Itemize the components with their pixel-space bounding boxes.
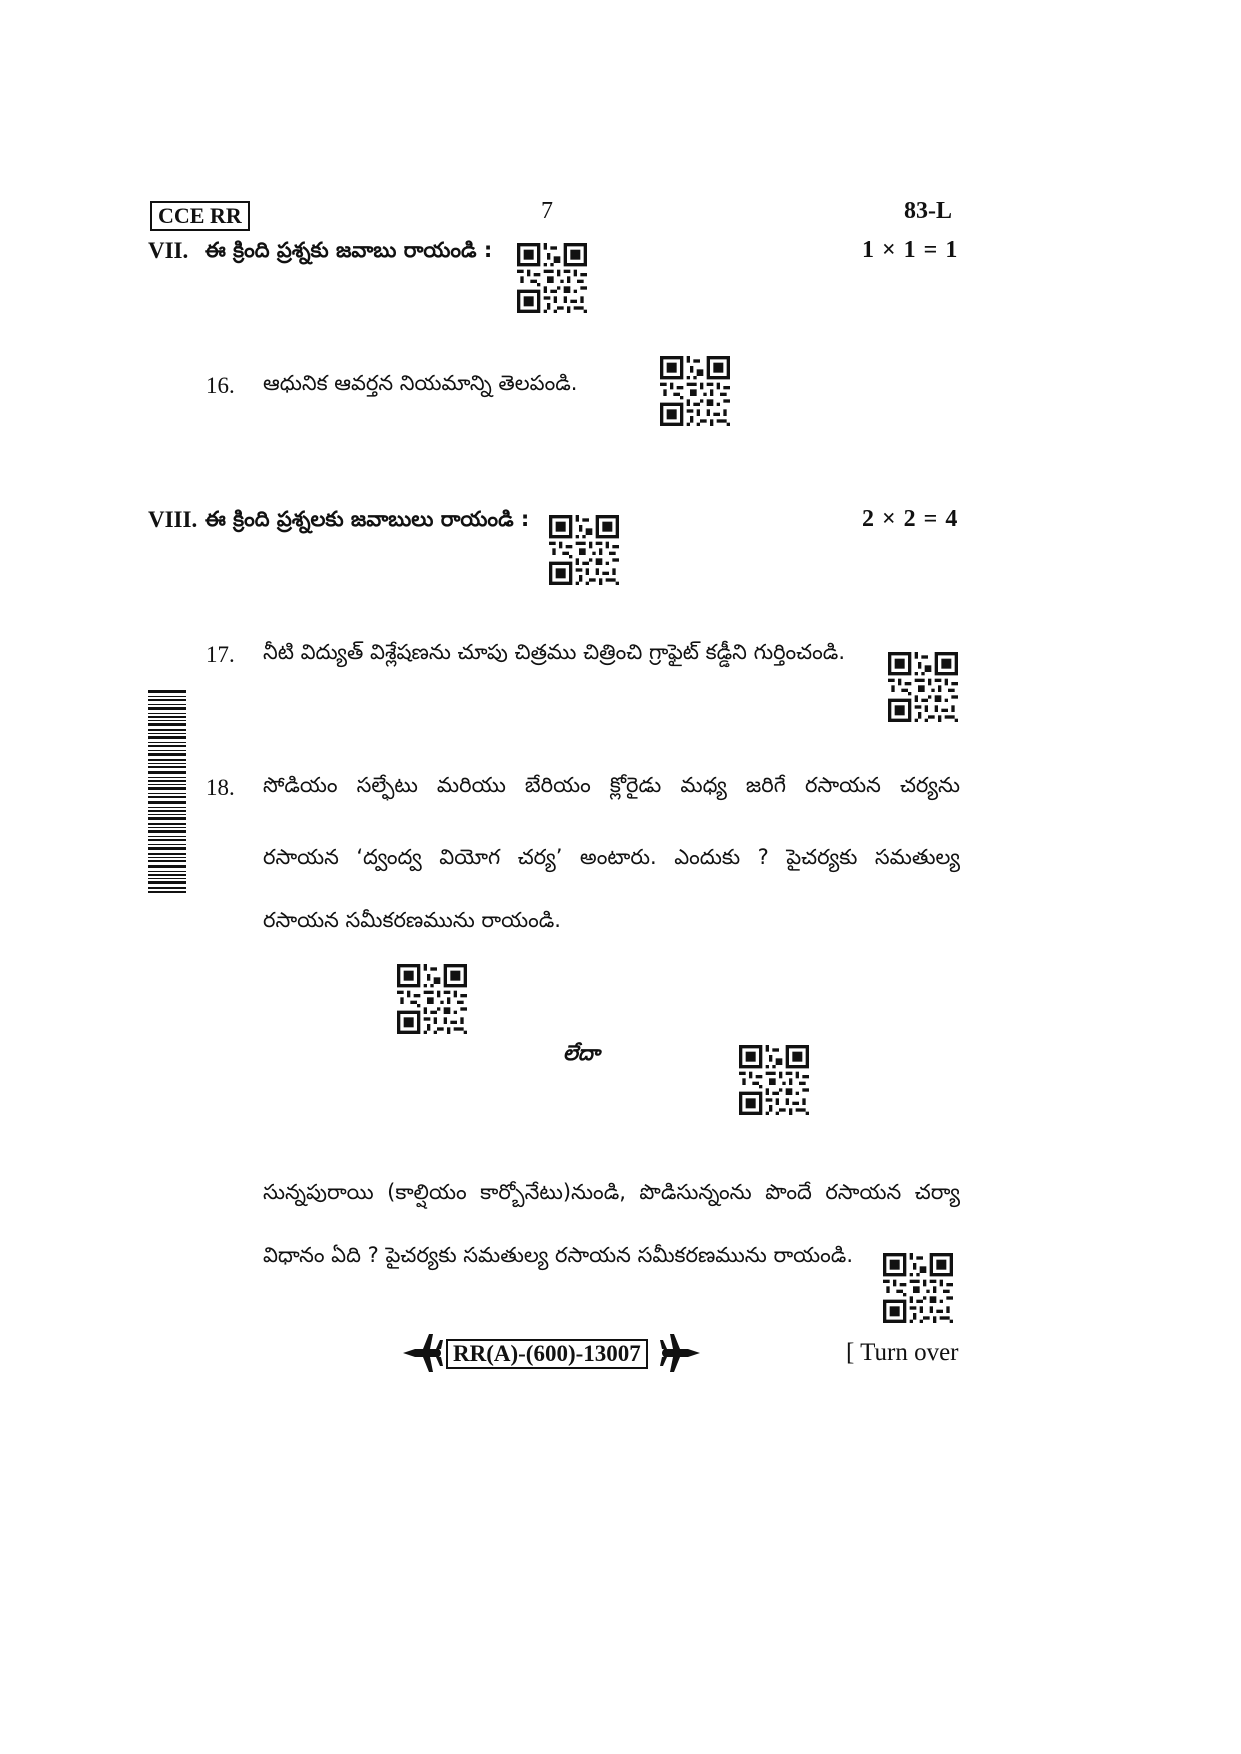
question-17-number: 17.	[206, 642, 235, 667]
question-18-alt-line-2: విధానం ఏది ? పైచర్యకు సమతుల్య రసాయన సమీకరణమును రాయండి.	[263, 1243, 854, 1267]
question-18-line-3: రసాయన సమీకరణమును రాయండి.	[263, 908, 561, 932]
qr-code-icon	[549, 515, 619, 585]
question-18-alt-line-1: సున్నపురాయి (కాల్షియం కార్బోనేటు)నుండి, పొడిసున్నంను పొందే రసాయన చర్యా	[263, 1180, 960, 1204]
turn-over-label: [ Turn over	[846, 1339, 959, 1366]
paper-code: 83-L	[904, 198, 952, 224]
qr-code-icon	[883, 1253, 953, 1323]
airplane-icon	[660, 1334, 700, 1376]
question-18-number: 18.	[206, 775, 235, 800]
question-16-text: ఆధునిక ఆవర్తన నియమాన్ని తెలపండి.	[263, 371, 578, 395]
question-18-line-2: రసాయన ‘ద్వంద్వ వియోగ చర్య’ అంటారు. ఎందుకు ? పైచర్యకు సమతుల్య	[263, 845, 960, 869]
footer-code: RR(A)-(600)-13007	[446, 1339, 648, 1369]
airplane-icon	[403, 1334, 443, 1376]
qr-code-icon	[739, 1045, 809, 1115]
section-viii-number: VIII.	[148, 507, 198, 532]
page-number: 7	[541, 198, 553, 224]
qr-code-icon	[517, 243, 587, 313]
or-label: లేదా	[563, 1041, 600, 1065]
section-vii-number: VII.	[148, 238, 189, 263]
series-box: CCE RR	[150, 201, 250, 231]
section-vii-instruction: ఈ క్రింది ప్రశ్నకు జవాబు రాయండి :	[205, 238, 493, 262]
question-18-line-1: సోడియం సల్ఫేటు మరియు బేరియం క్లోరైడు మధ్య జరిగే రసాయన చర్యను	[263, 773, 960, 797]
qr-code-icon	[888, 652, 958, 722]
section-viii-instruction: ఈ క్రింది ప్రశ్నలకు జవాబులు రాయండి :	[205, 507, 530, 531]
question-16-number: 16.	[206, 373, 235, 398]
section-vii-marks: 1 × 1 = 1	[862, 237, 959, 263]
qr-code-icon	[660, 356, 730, 426]
qr-code-icon	[397, 964, 467, 1034]
section-viii-marks: 2 × 2 = 4	[862, 506, 959, 532]
question-17-text: నీటి విద్యుత్ విశ్లేషణను చూపు చిత్రము చిత్రించి గ్రాఫైట్ కడ్డీని గుర్తించండి.	[263, 640, 846, 664]
barcode-icon	[148, 690, 186, 897]
